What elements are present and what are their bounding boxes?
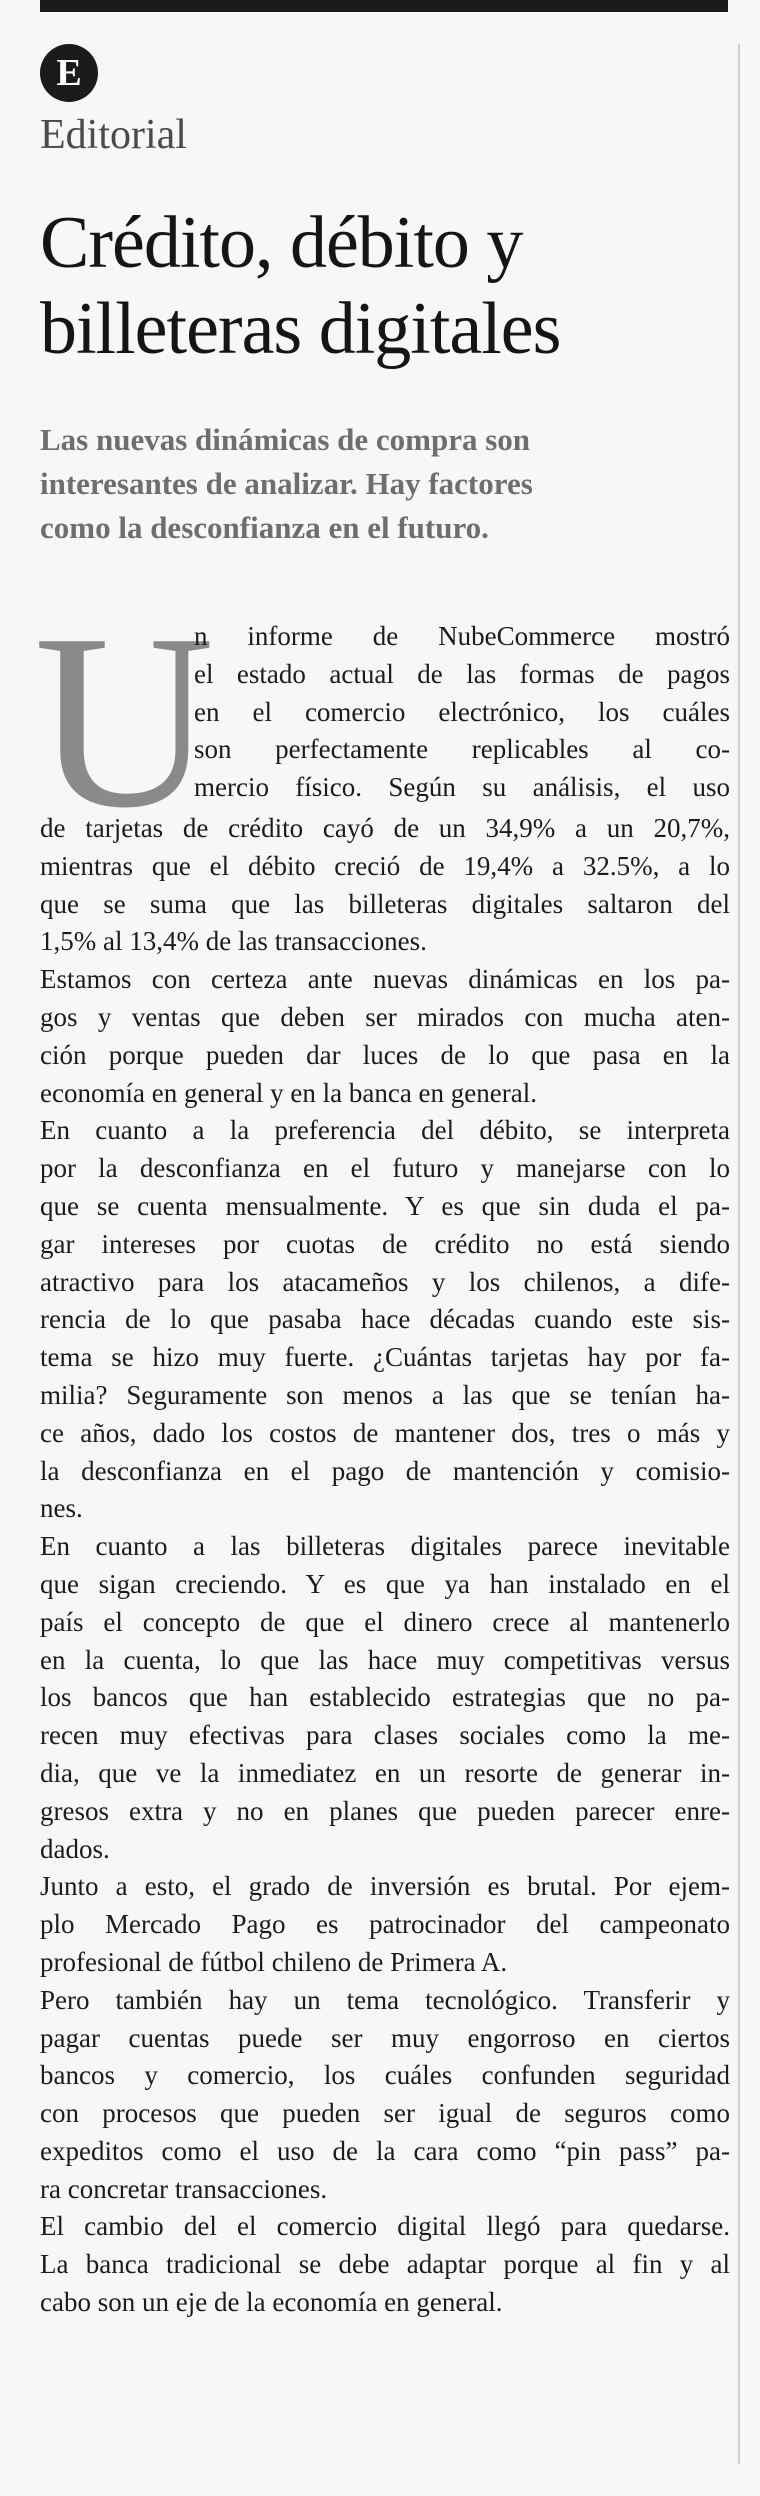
- body-line: por la desconfianza en el futuro y manejarse con lo: [40, 1153, 730, 1184]
- body-line: pagar cuentas puede ser muy engorroso en ciertos: [40, 2022, 730, 2053]
- body-line: que sigan creciendo. Y es que ya han instalado en el: [40, 1568, 730, 1599]
- headline: [40, 200, 720, 372]
- body-line: mientras que el débito creció de 19,4% a 32.5%, a lo: [40, 850, 730, 881]
- body-line: 1,5% al 13,4% de las transacciones.: [40, 926, 427, 957]
- body-line: En cuanto a la preferencia del débito, se interpreta: [40, 1115, 730, 1146]
- body-line: país el concepto de que el dinero crece al mantenerlo: [40, 1606, 730, 1637]
- body-line: rencia de lo que pasaba hace décadas cuando este sis-: [40, 1304, 730, 1335]
- body-line: que se suma que las billeteras digitales saltaron del: [40, 888, 730, 919]
- body-line: en la cuenta, lo que las hace muy competitivas versus: [40, 1644, 730, 1675]
- drop-cap: U: [34, 583, 215, 860]
- body-line: expeditos como el uso de la cara como “pin pass” pa-: [40, 2135, 730, 2166]
- intro-line: n informe de NubeCommerce mostró: [194, 621, 730, 651]
- body-line: economía en general y en la banca en general.: [40, 1077, 537, 1108]
- intro-line: el estado actual de las formas de pagos: [194, 658, 730, 689]
- body-line: En cuanto a las billeteras digitales parece inevitable: [40, 1531, 730, 1562]
- intro-line: mercio físico. Según su análisis, el uso: [194, 772, 730, 803]
- body-line: El cambio del el comercio digital llegó para quedarse.: [40, 2211, 730, 2242]
- body-line: profesional de fútbol chileno de Primera A.: [40, 1946, 508, 1977]
- column-rule: [738, 44, 740, 2464]
- body-line: bancos y comercio, los cuáles confunden seguridad: [40, 2060, 730, 2091]
- lead-line: como la desconfianza en el futuro.: [40, 510, 489, 545]
- body-line: ción porque pueden dar luces de lo que pasa en la: [40, 1039, 730, 1070]
- body-line: gresos extra y no en planes que pueden parecer enre-: [40, 1795, 730, 1826]
- top-rule: [40, 0, 728, 12]
- body-line: Estamos con certeza ante nuevas dinámicas en los pa-: [40, 964, 730, 995]
- lead-paragraph: [40, 418, 730, 550]
- body-line: que se cuenta mensualmente. Y es que sin duda el pa-: [40, 1190, 730, 1221]
- intro-line: son perfectamente replicables al co-: [194, 734, 730, 765]
- section-label: Editorial: [40, 112, 187, 158]
- headline-line: billeteras digitales: [40, 288, 561, 370]
- body-line: Junto a esto, el grado de inversión es brutal. Por ejem-: [40, 1871, 730, 1902]
- headline-line: Crédito, débito y: [40, 202, 523, 284]
- body-line: la desconfianza en el pago de mantención y comisio-: [40, 1455, 730, 1486]
- lead-line: Las nuevas dinámicas de compra son: [40, 422, 531, 457]
- body-line: nes.: [40, 1493, 83, 1524]
- body-line: dados.: [40, 1833, 110, 1864]
- body-line: gos y ventas que deben ser mirados con mucha aten-: [40, 1001, 730, 1032]
- body-line: tema se hizo muy fuerte. ¿Cuántas tarjetas hay por fa-: [40, 1342, 730, 1373]
- body-line: los bancos que han establecido estrategias que no pa-: [40, 1682, 730, 1713]
- body-lines: [40, 810, 730, 2322]
- body-line: cabo son un eje de la economía en general.: [40, 2287, 503, 2318]
- article-body: [34, 583, 730, 2322]
- body-line: con procesos que pueden ser igual de seguros como: [40, 2098, 730, 2129]
- body-line: milia? Seguramente son menos a las que se tenían ha-: [40, 1379, 730, 1410]
- body-line: gar intereses por cuotas de crédito no está siendo: [40, 1228, 730, 1259]
- body-line: plo Mercado Pago es patrocinador del campeonato: [40, 1909, 730, 1940]
- body-line: de tarjetas de crédito cayó de un 34,9% a un 20,7%,: [40, 813, 730, 843]
- intro-line: en el comercio electrónico, los cuáles: [194, 696, 730, 727]
- body-line: dia, que ve la inmediatez en un resorte de generar in-: [40, 1757, 730, 1788]
- body-line: recen muy efectivas para clases sociales como la me-: [40, 1720, 730, 1751]
- body-line: ce años, dado los costos de mantener dos, tres o más y: [40, 1417, 730, 1448]
- body-line: ra concretar transacciones.: [40, 2173, 328, 2204]
- lead-line: interesantes de analizar. Hay factores: [40, 466, 533, 501]
- body-line: Pero también hay un tema tecnológico. Transferir y: [40, 1984, 730, 2015]
- body-line: La banca tradicional se debe adaptar porque al fin y al: [40, 2249, 730, 2280]
- section-badge: E: [40, 44, 98, 102]
- body-line: atractivo para los atacameños y los chilenos, a dife-: [40, 1266, 730, 1297]
